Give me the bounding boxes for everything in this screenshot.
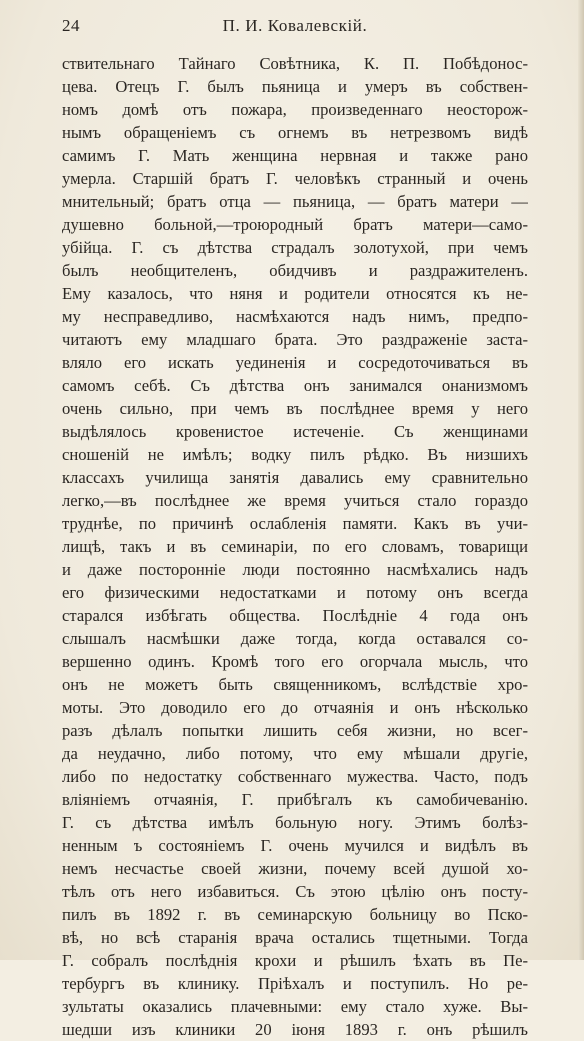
text-line: мнительный; братъ отца — пьяница, — братъ матери — — [62, 192, 528, 211]
text-line: немъ несчастье своей жизни, почему всей душой хо- — [62, 859, 528, 878]
text-line: нымъ обращеніемъ съ огнемъ въ нетрезвомъ видѣ — [62, 123, 528, 142]
text-line: легко,—въ послѣднее же время учиться стало гораздо — [62, 491, 528, 510]
text-line: шедши изъ клиники 20 іюня 1893 г. онъ рѣшилъ — [62, 1020, 528, 1039]
text-line: номъ домѣ отъ пожара, произведеннаго неосторож- — [62, 100, 528, 119]
text-line: разъ дѣлалъ попытки лишить себя жизни, но всег- — [62, 721, 528, 740]
text-line: слышалъ насмѣшки даже тогда, когда оставался со- — [62, 629, 528, 648]
text-line: самомъ себѣ. Съ дѣтства онъ занимался онанизмомъ — [62, 376, 528, 395]
text-line: му несправедливо, насмѣхаются надъ нимъ, предпо- — [62, 307, 528, 326]
text-line: ствительнаго Тайнаго Совѣтника, К. П. Побѣдонос- — [62, 54, 528, 73]
text-line: умерла. Старшій братъ Г. человѣкъ странный и очень — [62, 169, 528, 188]
text-line: вершенно одинъ. Кромѣ того его огорчала мысль, что — [62, 652, 528, 671]
text-line: самимъ Г. Мать женщина нервная и также рано — [62, 146, 528, 165]
text-line: вляло его искать уединенія и сосредоточиваться въ — [62, 353, 528, 372]
text-line: былъ необщителенъ, обидчивъ и раздражителенъ. — [62, 261, 528, 280]
text-line: труднѣе, по причинѣ ослабленія памяти. Какъ въ учи- — [62, 514, 528, 533]
text-line: сношеній не имѣлъ; водку пилъ рѣдко. Въ низшихъ — [62, 445, 528, 464]
text-line: тѣлъ отъ него избавиться. Съ этою цѣлію онъ посту- — [62, 882, 528, 901]
text-line: либо по недостатку собственнаго мужества. Часто, подъ — [62, 767, 528, 786]
text-line: читаютъ ему младшаго брата. Это раздраженіе заста- — [62, 330, 528, 349]
text-line: его физическими недостатками и потому онъ всегда — [62, 583, 528, 602]
text-line: очень сильно, при чемъ въ послѣднее время у него — [62, 399, 528, 418]
text-line: ненным ъ состояніемъ Г. очень мучился и видѣлъ въ — [62, 836, 528, 855]
page-header — [62, 16, 528, 40]
text-line: тербургъ въ клинику. Пріѣхалъ и поступилъ. Но ре- — [62, 974, 528, 993]
text-line: цева. Отецъ Г. былъ пьяница и умеръ въ собствен- — [62, 77, 528, 96]
text-line: онъ не можетъ быть священникомъ, вслѣдствіе хро- — [62, 675, 528, 694]
text-line: зультаты оказались плачевными: ему стало хуже. Вы- — [62, 997, 528, 1016]
text-line: душевно больной,—троюродный братъ матери—само- — [62, 215, 528, 234]
text-line: вѣ, но всѣ старанія врача остались тщетными. Тогда — [62, 928, 528, 947]
text-line: вліяніемъ отчаянія, Г. прибѣгалъ къ самобичеванію. — [62, 790, 528, 809]
text-line: пилъ въ 1892 г. въ семинарскую больницу во Пско- — [62, 905, 528, 924]
body-text — [62, 52, 528, 1041]
page-edge-shadow — [578, 0, 584, 960]
text-line: Г. съ дѣтства имѣлъ больную ногу. Этимъ болѣз- — [62, 813, 528, 832]
text-line: моты. Это доводило его до отчаянія и онъ нѣсколько — [62, 698, 528, 717]
text-line: классахъ училища занятія давались ему сравнительно — [62, 468, 528, 487]
text-line: выдѣлялось кровенистое истеченіе. Съ женщинами — [62, 422, 528, 441]
text-line: Ему казалось, что няня и родители относятся къ не- — [62, 284, 528, 303]
text-line: старался избѣгать общества. Послѣдніе 4 года онъ — [62, 606, 528, 625]
running-head: П. И. Ковалевскій. — [222, 16, 368, 35]
text-line: и даже посторонніе люди постоянно насмѣхались надъ — [62, 560, 528, 579]
text-line: лищѣ, такъ и въ семинаріи, по его словамъ, товарищи — [62, 537, 528, 556]
text-line: убійца. Г. съ дѣтства страдалъ золотухой, при чемъ — [62, 238, 528, 257]
page-number: 24 — [62, 16, 80, 35]
text-line: Г. собралъ послѣднія крохи и рѣшилъ ѣхать въ Пе- — [62, 951, 528, 970]
text-line: да неудачно, либо потому, что ему мѣшали другіе, — [62, 744, 528, 763]
